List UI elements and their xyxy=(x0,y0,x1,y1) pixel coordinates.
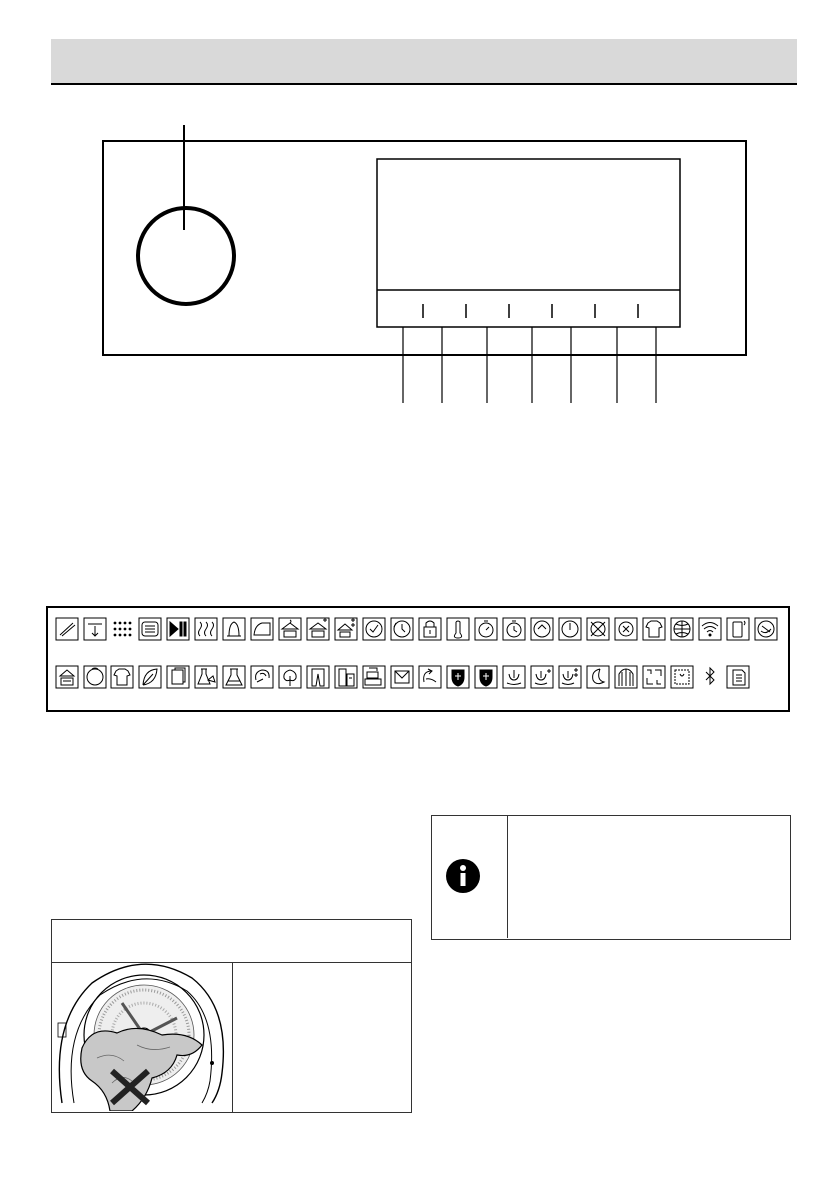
dots-grid-icon xyxy=(111,618,133,640)
power-icon xyxy=(559,618,581,640)
shirt-icon xyxy=(643,618,665,640)
flask-icon xyxy=(223,666,245,688)
bell-icon xyxy=(223,618,245,640)
display-icon xyxy=(139,618,161,640)
cupboard-icon xyxy=(56,666,78,688)
baby-icon xyxy=(251,666,273,688)
hygiene-icon xyxy=(195,666,217,688)
ball-icon xyxy=(84,666,106,688)
jeans-icon xyxy=(307,666,329,688)
section-header-bar xyxy=(51,39,797,85)
panel-outline xyxy=(103,141,746,355)
pages-icon xyxy=(167,666,189,688)
hanger-icon xyxy=(279,618,301,640)
info-icon-column xyxy=(432,816,508,938)
warning-title xyxy=(52,920,411,963)
hanger-plus-icon xyxy=(307,618,329,640)
mixed-icon xyxy=(335,666,357,688)
detergent-icon xyxy=(56,618,78,640)
hanger-plus-plus-icon xyxy=(335,618,357,640)
window-icon xyxy=(671,666,693,688)
history-icon xyxy=(391,618,413,640)
shirt-cycle-icon xyxy=(111,666,133,688)
wool-icon xyxy=(503,666,525,688)
sensor-icon xyxy=(615,618,637,640)
refresh-drum-icon xyxy=(419,666,441,688)
tree-icon xyxy=(279,666,301,688)
leaf-icon xyxy=(139,666,161,688)
start-pause-icon xyxy=(167,618,189,640)
delay-timer-icon xyxy=(503,618,525,640)
lock-icon xyxy=(419,618,441,640)
info-icon xyxy=(443,856,483,896)
program-knob xyxy=(138,208,234,304)
button-ticks xyxy=(423,304,638,318)
refresh-icon xyxy=(531,618,553,640)
info-box xyxy=(431,815,791,940)
expand-icon xyxy=(643,666,665,688)
symbol-table xyxy=(46,606,790,712)
jacket-icon xyxy=(615,666,637,688)
check-circle-icon xyxy=(363,618,385,640)
documents-icon xyxy=(727,666,749,688)
drum-crossed-illustration xyxy=(52,963,232,1111)
shield-plus-icon xyxy=(475,666,497,688)
warning-image-cell xyxy=(52,963,233,1113)
steam-icon xyxy=(195,618,217,640)
night-icon xyxy=(587,666,609,688)
symbol-grid xyxy=(48,608,788,710)
globe-icon xyxy=(671,618,693,640)
no-dry-icon xyxy=(587,618,609,640)
display-outline xyxy=(377,159,680,327)
remote-icon xyxy=(755,618,777,640)
button-callout-lines xyxy=(403,327,656,403)
wool-plus-plus-icon xyxy=(559,666,581,688)
control-panel-diagram xyxy=(96,118,756,408)
bluetooth-icon xyxy=(699,666,721,688)
phone-icon xyxy=(727,618,749,640)
anti-crease-icon xyxy=(84,618,106,640)
warning-box xyxy=(51,919,412,1113)
towels-icon xyxy=(363,666,385,688)
letter-icon xyxy=(391,666,413,688)
thermometer-icon xyxy=(447,618,469,640)
timer-icon xyxy=(475,618,497,640)
shield-icon xyxy=(447,666,469,688)
iron-icon xyxy=(251,618,273,640)
wifi-icon xyxy=(699,618,721,640)
wool-plus-icon xyxy=(531,666,553,688)
